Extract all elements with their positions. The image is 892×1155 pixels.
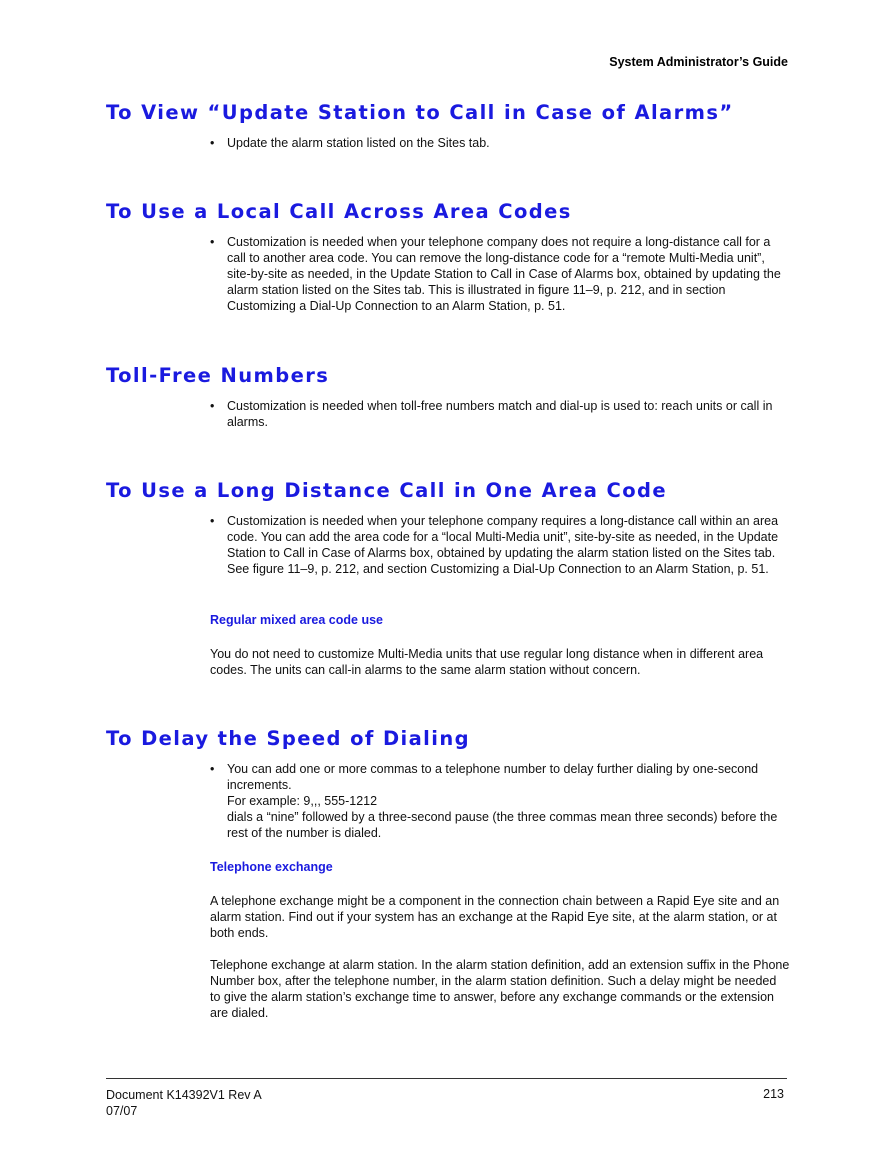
bullet-text: Customization is needed when toll-free numbers match and dial-up is used to: reach units or call in alarms.: [227, 399, 773, 429]
section-heading-delay-dialing: To Delay the Speed of Dialing: [106, 727, 470, 750]
running-header: System Administrator’s Guide: [609, 55, 788, 69]
bullet-item: [210, 761, 790, 841]
footer-rule: [106, 1078, 787, 1079]
bullet-icon: •: [210, 762, 215, 776]
bullet-text: Customization is needed when your telephone company requires a long-distance call within an area code. You can add the area code for a “local Multi-Media unit”, site-by-site as needed, in the Update Station to Call in Case of Alarms box, obtained by updating the alarm station listed on the Sites tab. See figure 11–9, p. 212, and section Customizing a Dial-Up Connection to an Alarm Station, p. 51.: [227, 514, 779, 576]
bullet-text: Customization is needed when your telephone company does not require a long-distance call for a call to another area code. You can remove the long-distance code for a “remote Multi-Media unit”, site-by-site as needed, in the Update Station to Call in Case of Alarms box, obtained by updating the alarm station listed on the Sites tab. This is illustrated in figure 11–9, p. 212, and in section Customizing a Dial-Up Connection to an Alarm Station, p. 51.: [227, 235, 781, 313]
section-heading-local-call: To Use a Local Call Across Area Codes: [106, 200, 572, 223]
bullet-text: Update the alarm station listed on the Sites tab.: [227, 136, 490, 150]
paragraph: Telephone exchange at alarm station. In the alarm station definition, add an extension suffix in the Phone Number box, after the telephone number, in the alarm station definition. Such a delay might be needed to give the alarm station’s exchange time to answer, before any exchange commands or the extension are dialed.: [210, 958, 790, 1020]
bullet-icon: •: [210, 235, 215, 249]
footer-date: 07/07: [106, 1104, 138, 1118]
bullet-text: You can add one or more commas to a telephone number to delay further dialing by one-second increments.: [227, 762, 759, 792]
bullet-example-text: For example: 9,,, 555-1212: [227, 794, 378, 808]
paragraph: You do not need to customize Multi-Media units that use regular long distance when in different area codes. The units can call-in alarms to the same alarm station without concern.: [210, 647, 764, 677]
subheading-telephone-exchange: Telephone exchange: [210, 860, 333, 874]
bullet-item: [210, 398, 790, 430]
bullet-icon: •: [210, 399, 215, 413]
bullet-item: [210, 234, 790, 314]
page-number: 213: [763, 1087, 784, 1101]
bullet-item: [210, 513, 790, 577]
bullet-icon: •: [210, 514, 215, 528]
bullet-icon: •: [210, 136, 215, 150]
footer-document-id: Document K14392V1 Rev A: [106, 1088, 262, 1102]
subheading-regular-mixed: Regular mixed area code use: [210, 613, 383, 627]
bullet-text-continued: dials a “nine” followed by a three-second pause (the three commas mean three seconds) before the rest of the number is dialed.: [227, 810, 778, 840]
section-heading-long-distance: To Use a Long Distance Call in One Area Code: [106, 479, 667, 502]
section-heading-toll-free: Toll-Free Numbers: [106, 364, 330, 387]
footer-document-info: [106, 1087, 262, 1119]
section-heading-update-station: To View “Update Station to Call in Case of Alarms”: [106, 101, 734, 124]
bullet-item: [210, 135, 790, 151]
paragraph: A telephone exchange might be a component in the connection chain between a Rapid Eye site and an alarm station. Find out if your system has an exchange at the Rapid Eye site, at the alarm station, or at both ends.: [210, 894, 780, 940]
